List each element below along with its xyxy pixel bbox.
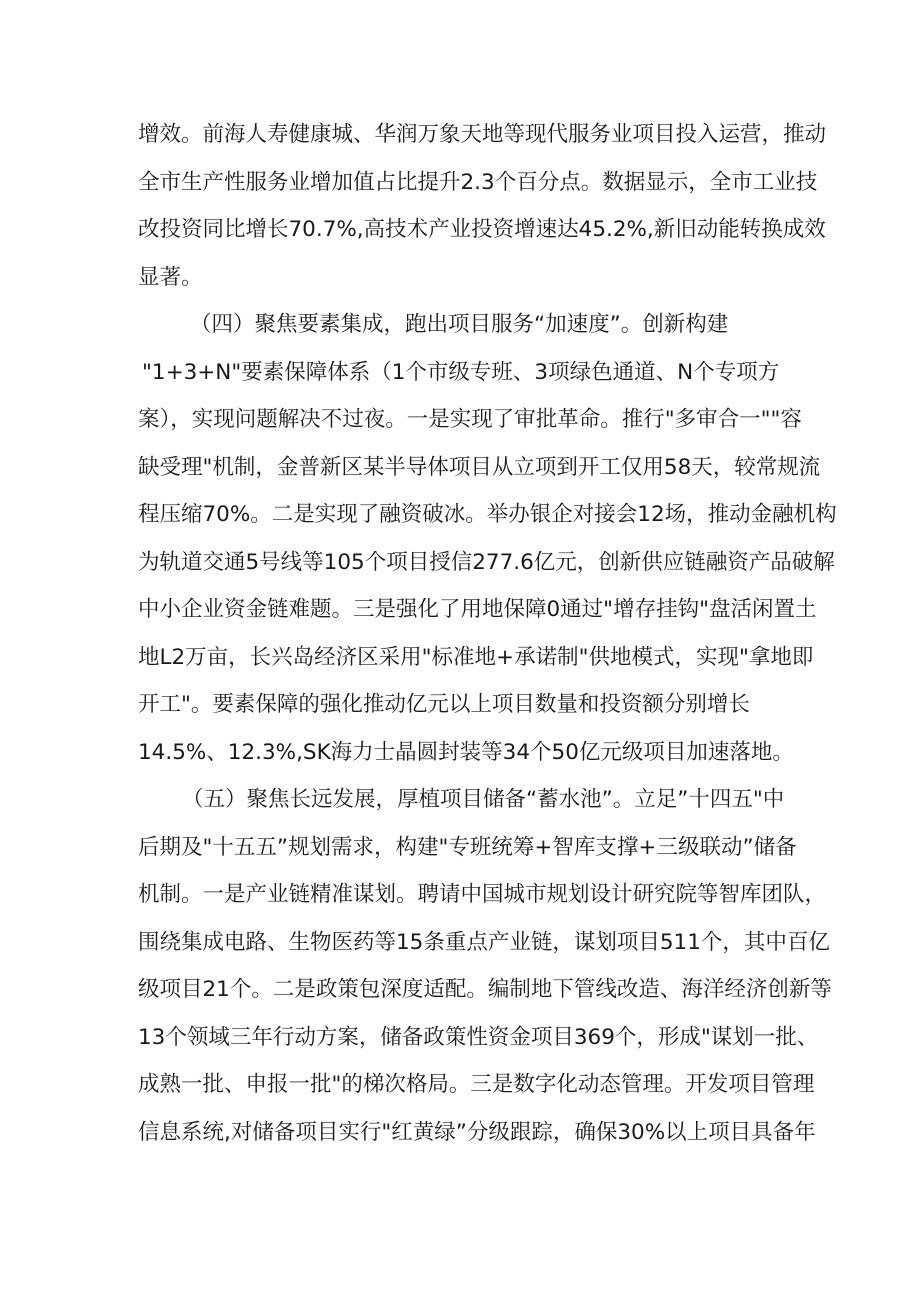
document-body <box>138 111 837 1156</box>
text-line: 围绕集成电路、生物医药等15条重点产业链，谋划项目511个，其中百亿 <box>138 929 830 955</box>
text-line: 中小企业资金链难题。三是强化了用地保障0通过"增存挂钩"盘活闲置土 <box>138 597 817 622</box>
text-line: 成熟一批、申报一批"的梯次格局。三是数字化动态管理。开发项目管理 <box>138 1072 815 1097</box>
text-line: 增效。前海人寿健康城、华润万象天地等现代服务业项目投入运营，推动 <box>138 122 827 147</box>
text-line: "1+3+N"要素保障体系（1个市级专班、3项绿色通道、N个专项方 <box>142 359 780 385</box>
text-line: 全市生产性服务业增加值占比提升2.3个百分点。数据显示，全市工业技 <box>138 169 818 195</box>
text-line: 改投资同比增长70.7%,高技术产业投资增速达45.2%,新旧动能转换成效 <box>138 217 826 242</box>
text-line: 信息系统,对储备项目实行"红黄绿”分级跟踪，确保30%以上项目具备年 <box>138 1119 816 1145</box>
text-line: 程压缩70%。二是实现了融资破冰。举办银企对接会12场，推动金融机构 <box>138 502 837 527</box>
text-line: 级项目21个。二是政策包深度适配。编制地下管线改造、海洋经济创新等 <box>138 977 832 1002</box>
section-heading-line: （五）聚焦长远发展，厚植项目储备“蓄水池”。立足”十四五"中 <box>182 787 785 812</box>
text-line: 后期及"十五五”规划需求，构建"专班统筹+智库支撑+三级联动”储备 <box>138 834 797 860</box>
text-line: 显著。 <box>138 264 203 290</box>
text-line: 地L2万亩，长兴岛经济区采用"标准地+承诺制"供地模式，实现"拿地即 <box>138 644 814 670</box>
text-line: 14.5%、12.3%,SK海力士晶圆封装等34个50亿元级项目加速落地。 <box>138 739 794 765</box>
text-line: 为轨道交通5号线等105个项目授信277.6亿元，创新供应链融资产品破解 <box>138 549 835 575</box>
text-line: 缺受理"机制，金普新区某半导体项目从立项到开工仅用58天，较常规流 <box>138 454 821 480</box>
section-heading-line: （四）聚焦要素集成，跑出项目服务“加速度”。创新构建 <box>190 312 729 337</box>
text-line: 13个领域三年行动方案，储备政策性资金项目369个，形成"谋划一批、 <box>138 1024 819 1050</box>
text-line: 机制。一是产业链精准谋划。聘请中国城市规划设计研究院等智库团队， <box>138 882 827 907</box>
text-line: 开工"。要素保障的强化推动亿元以上项目数量和投资额分别增长 <box>138 692 750 717</box>
text-line: 案），实现问题解决不过夜。一是实现了审批革命。推行"多审合一""容 <box>138 407 802 432</box>
